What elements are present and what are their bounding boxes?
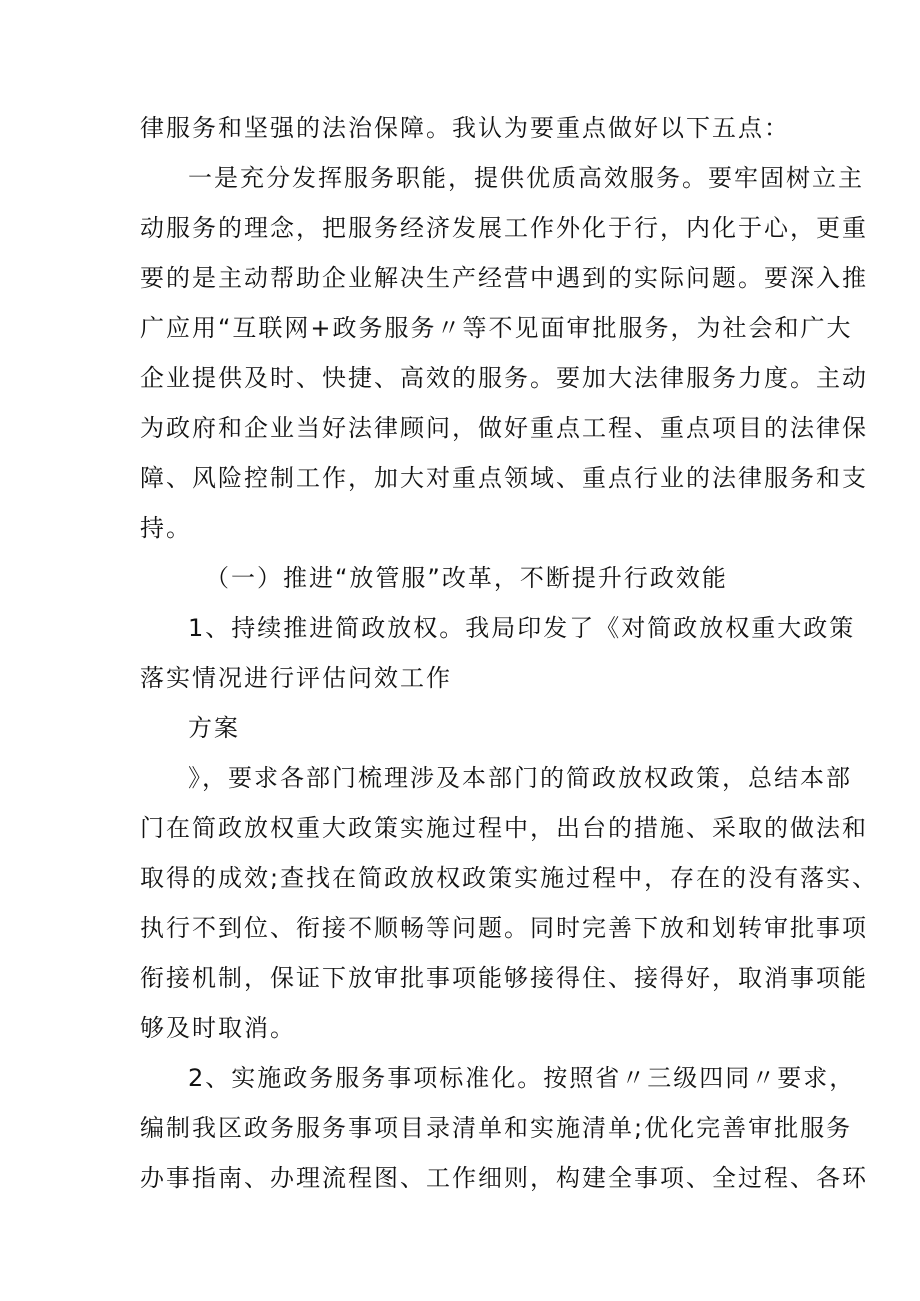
text-line: 要的是主动帮助企业解决生产经营中遇到的实际问题。要深入推 <box>140 264 868 292</box>
text-line: 办事指南、办理流程图、工作细则，构建全事项、全过程、各环 <box>140 1164 868 1192</box>
section-heading: （一）推进“放管服”改革，不断提升行政效能 <box>205 564 728 592</box>
text-line: 编制我区政务服务事项目录清单和实施清单;优化完善审批服务 <box>140 1114 853 1142</box>
text-line: 企业提供及时、快捷、高效的服务。要加大法律服务力度。主动 <box>140 364 868 392</box>
paragraph-1-first-line: 一是充分发挥服务职能，提供优质高效服务。要牢固树立主 <box>188 164 864 192</box>
text-line: 落实情况进行评估问效工作 <box>140 664 452 692</box>
text-line: 门在简政放权重大政策实施过程中，出台的措施、采取的做法和 <box>140 814 868 842</box>
item-1-first-line: 1、持续推进简政放权。我局印发了《对简政放权重大政策 <box>188 614 856 642</box>
item-2-first-line: 2、实施政务服务事项标准化。按照省〃三级四同〃要求， <box>188 1064 856 1092</box>
text-line: 障、风险控制工作，加大对重点领域、重点行业的法律服务和支 <box>140 464 868 492</box>
text-line: 方案 <box>188 714 240 742</box>
text-line: 取得的成效;查找在简政放权政策实施过程中，存在的没有落实、 <box>140 864 879 892</box>
text-line: 广应用“互联网+政务服务〃等不见面审批服务，为社会和广大 <box>140 314 853 342</box>
text-line: 》，要求各部门梳理涉及本部门的简政放权政策，总结本部 <box>188 764 852 792</box>
text-line: 够及时取消。 <box>140 1014 296 1042</box>
text-line: 动服务的理念，把服务经济发展工作外化于行，内化于心，更重 <box>140 214 868 242</box>
text-line: 为政府和企业当好法律顾问，做好重点工程、重点项目的法律保 <box>140 414 868 442</box>
text-line: 持。 <box>140 514 192 542</box>
text-line: 律服务和坚强的法治保障。我认为要重点做好以下五点： <box>140 114 790 142</box>
text-line: 衔接机制，保证下放审批事项能够接得住、接得好，取消事项能 <box>140 964 868 992</box>
text-line: 执行不到位、衔接不顺畅等问题。同时完善下放和划转审批事项 <box>140 914 868 942</box>
